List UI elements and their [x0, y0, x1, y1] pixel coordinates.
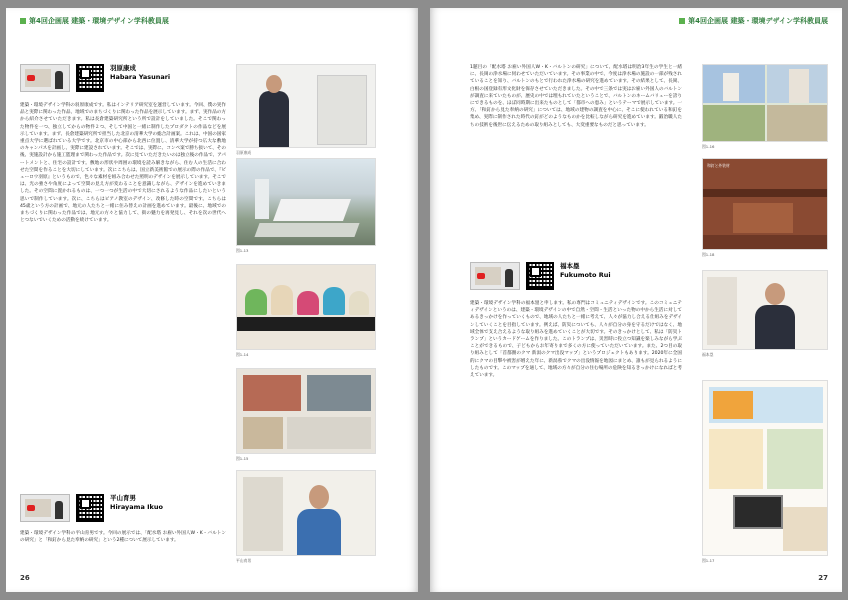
photo-wooden-nails — [702, 158, 828, 250]
play-icon — [27, 505, 35, 511]
profile-fukumoto — [470, 262, 611, 290]
caption: 図1-14 — [236, 352, 249, 357]
photo-disaster-trump-exhibit — [702, 380, 828, 556]
left-page — [6, 8, 418, 592]
header-square-icon — [20, 18, 26, 24]
video-thumbnail[interactable] — [20, 64, 70, 92]
caption: 図1-17 — [702, 558, 715, 563]
profile-name: 福本塁 Fukumoto Rui — [560, 262, 611, 279]
video-thumbnail[interactable] — [470, 262, 520, 290]
page-header-left — [20, 16, 169, 26]
profile-hirayama — [20, 494, 163, 522]
caption: 羽原康成 — [236, 150, 252, 155]
caption: 図1-18 — [702, 252, 715, 257]
photo-fukumoto-portrait — [702, 270, 828, 350]
video-thumbnail[interactable] — [20, 494, 70, 522]
photo-product-design — [236, 264, 376, 350]
photo-habara-portrait — [236, 64, 376, 148]
right-page — [430, 8, 842, 592]
profile-habara — [20, 64, 170, 92]
caption: 図1-13 — [236, 248, 249, 253]
qr-code-icon[interactable] — [76, 64, 104, 92]
profile-name: 羽原康成 Habara Yasunari — [110, 64, 171, 81]
caption: 図1-15 — [236, 456, 249, 461]
photo-campus-model — [236, 158, 376, 246]
article-text-fukumoto: 建築・環境デザイン学科の福本塁と申します。私の専門はコミュニティデザインです。このコミュニティデザインというのは、建築・環境デザインの中で自然・空間・生活といった物の中から生活に対してあるきっかけを作っていくもので、地域の人たちと一緒に考えて、人々が協力し合える仕組みをデザインしていくことを目指しています。例えば、防災についても、人々が自分の身を守るだけではなく、地域全体で支え合えるような取り組みを進めていくことが大切です。そのきっかけとして、私は「防災トランプ」というカードゲームを作りました。このトランプは、災害時に役立つ知識を楽しみながら学ぶことができるもので、子どもからお年寄りまで多くの方に使っていただいています。また、2つ目の取り組みとして「首都圏のクマ 新潟のクマ出没マップ」というプロジェクトもあります。2020年に全国的にクマの目撃や被害が増えた年に、新潟県でクマの出没情報を地図にまとめ、誰もが見られるようにしたものです。このマップを通して、地域の方々が自分の住む場所の危険を知るきっかけになればと考えています。 — [470, 301, 682, 379]
caption: 図1-16 — [702, 144, 715, 149]
play-icon — [27, 75, 35, 81]
photo-label: 和釘と外装材 — [707, 163, 730, 168]
page-number-right: 27 — [818, 574, 828, 582]
caption: 福本塁 — [702, 352, 714, 357]
header-title: 第4回企画展 建築・環境デザイン学科教員展 — [688, 17, 828, 25]
photo-exhibition-panel — [236, 368, 376, 454]
page-header-right — [679, 16, 828, 26]
page-number-left: 26 — [20, 574, 30, 582]
qr-code-icon[interactable] — [526, 262, 554, 290]
profile-name: 平山育男 Hirayama Ikuo — [110, 494, 163, 511]
header-square-icon — [679, 18, 685, 24]
photo-water-tower — [702, 64, 828, 142]
caption: 平山育男 — [236, 558, 252, 563]
photo-hirayama-portrait — [236, 470, 376, 556]
qr-code-icon[interactable] — [76, 494, 104, 522]
article-text-hirayama-cont: 1題目の「配水塔 お雇い外国人W・K・バルトンの研究」について、配水塔は明治3年生の学生と一緒に、長岡の浄水場に伺わせていただいています。その事業の中で、今度は浄水場の施設の一部が残されていることを知り、バルトンのもとで行われた浄水場の研究を進めています。その結果として、長岡、白根の国登録有形文化財を保存させていただきました。その中で三条では実はお雇い外国人のバルトンが調査に来ていたものが、歴史の中では埋もれていたということで、バルトンのネームバリューを誇りにできるものを、ほぼ同時期に出来たものとして「都市への恵み」というテーマで展示しています。一方、「和釘から見た奉納の研究」については、地域の建物の調査を中心に、そこに使われている和釘を集め、実際に制作された時代の釘がどのようなものかを比較しながら研究を進めています。鍛冶職人たちの技術を後世に伝えるための取り組みとしても、大変重要なものだと思っています。 — [470, 65, 682, 128]
header-title: 第4回企画展 建築・環境デザイン学科教員展 — [29, 17, 169, 25]
article-text-habara: 建築・環境デザイン学科の羽原康成です。私はインテリア研究室を運営しています。今回、僕の実作品と実際に関わった作品、地域でのまちづくりに関わった作品を展示しています。まず、実作品の方から紹介させていただきます。私は長倉建築研究所という所で設計をしていました。そこで関わった物件を一つ、独立してからの物件２つ、そして中国と一緒に制作したプロダクトの作品などを展示しています。まず、長倉建築研究所で担当した北京の清華大学の総合計画案。これは、中国の国家重点大学に選ばれている大学です。北京市の中心部から北西に位置し、清華大学が持つ広大な敷地のキャンパスを計画し、実際に建設されています。そこでは、実際に、コンペ案で勝ち抜いて、その後、実施設計から施工監理まで関わった作品です。次に見ていただきたいのは独立後の作品で、アパートメントと、住宅の設計です。敷地の形状や周囲の環境を読み解きながら、住む人の生活に合わせた空間を作ることを大切にしています。次にこちらは、国立新美術館での展示の際の作品で、『ビューロウ羽原』というもので、色々な素材を組み合わせた照明のデザインを展示しています。そこでは、光の強さや角度によって空間の見え方が変わることを意識しながら、デザインを進めていきました。その空間に置かれるものは、一つ一つが生活の中で大切にされるような作品にしたいという思いで制作しています。次に、こちらはピアノ教室のデザイン、改修した時の空間です。こちらは45歳という方の計画で、地元の人たちと一緒に住み替えの計画を進めています。最後に、地域でのまちづくりに関わった作品では、地元の方々と協力して、街の魅力を再発見し、それを次の世代へとつないでいくための活動を続けています。 — [20, 103, 226, 224]
article-text-hirayama: 建築・環境デザイン学科の平山育男です。今回の展示では、「配水塔 お雇い外国人W・K・バルトンの研究」と「和釘から見た奉納の研究」という2種について展示しています。 — [20, 531, 226, 544]
play-icon — [477, 273, 485, 279]
